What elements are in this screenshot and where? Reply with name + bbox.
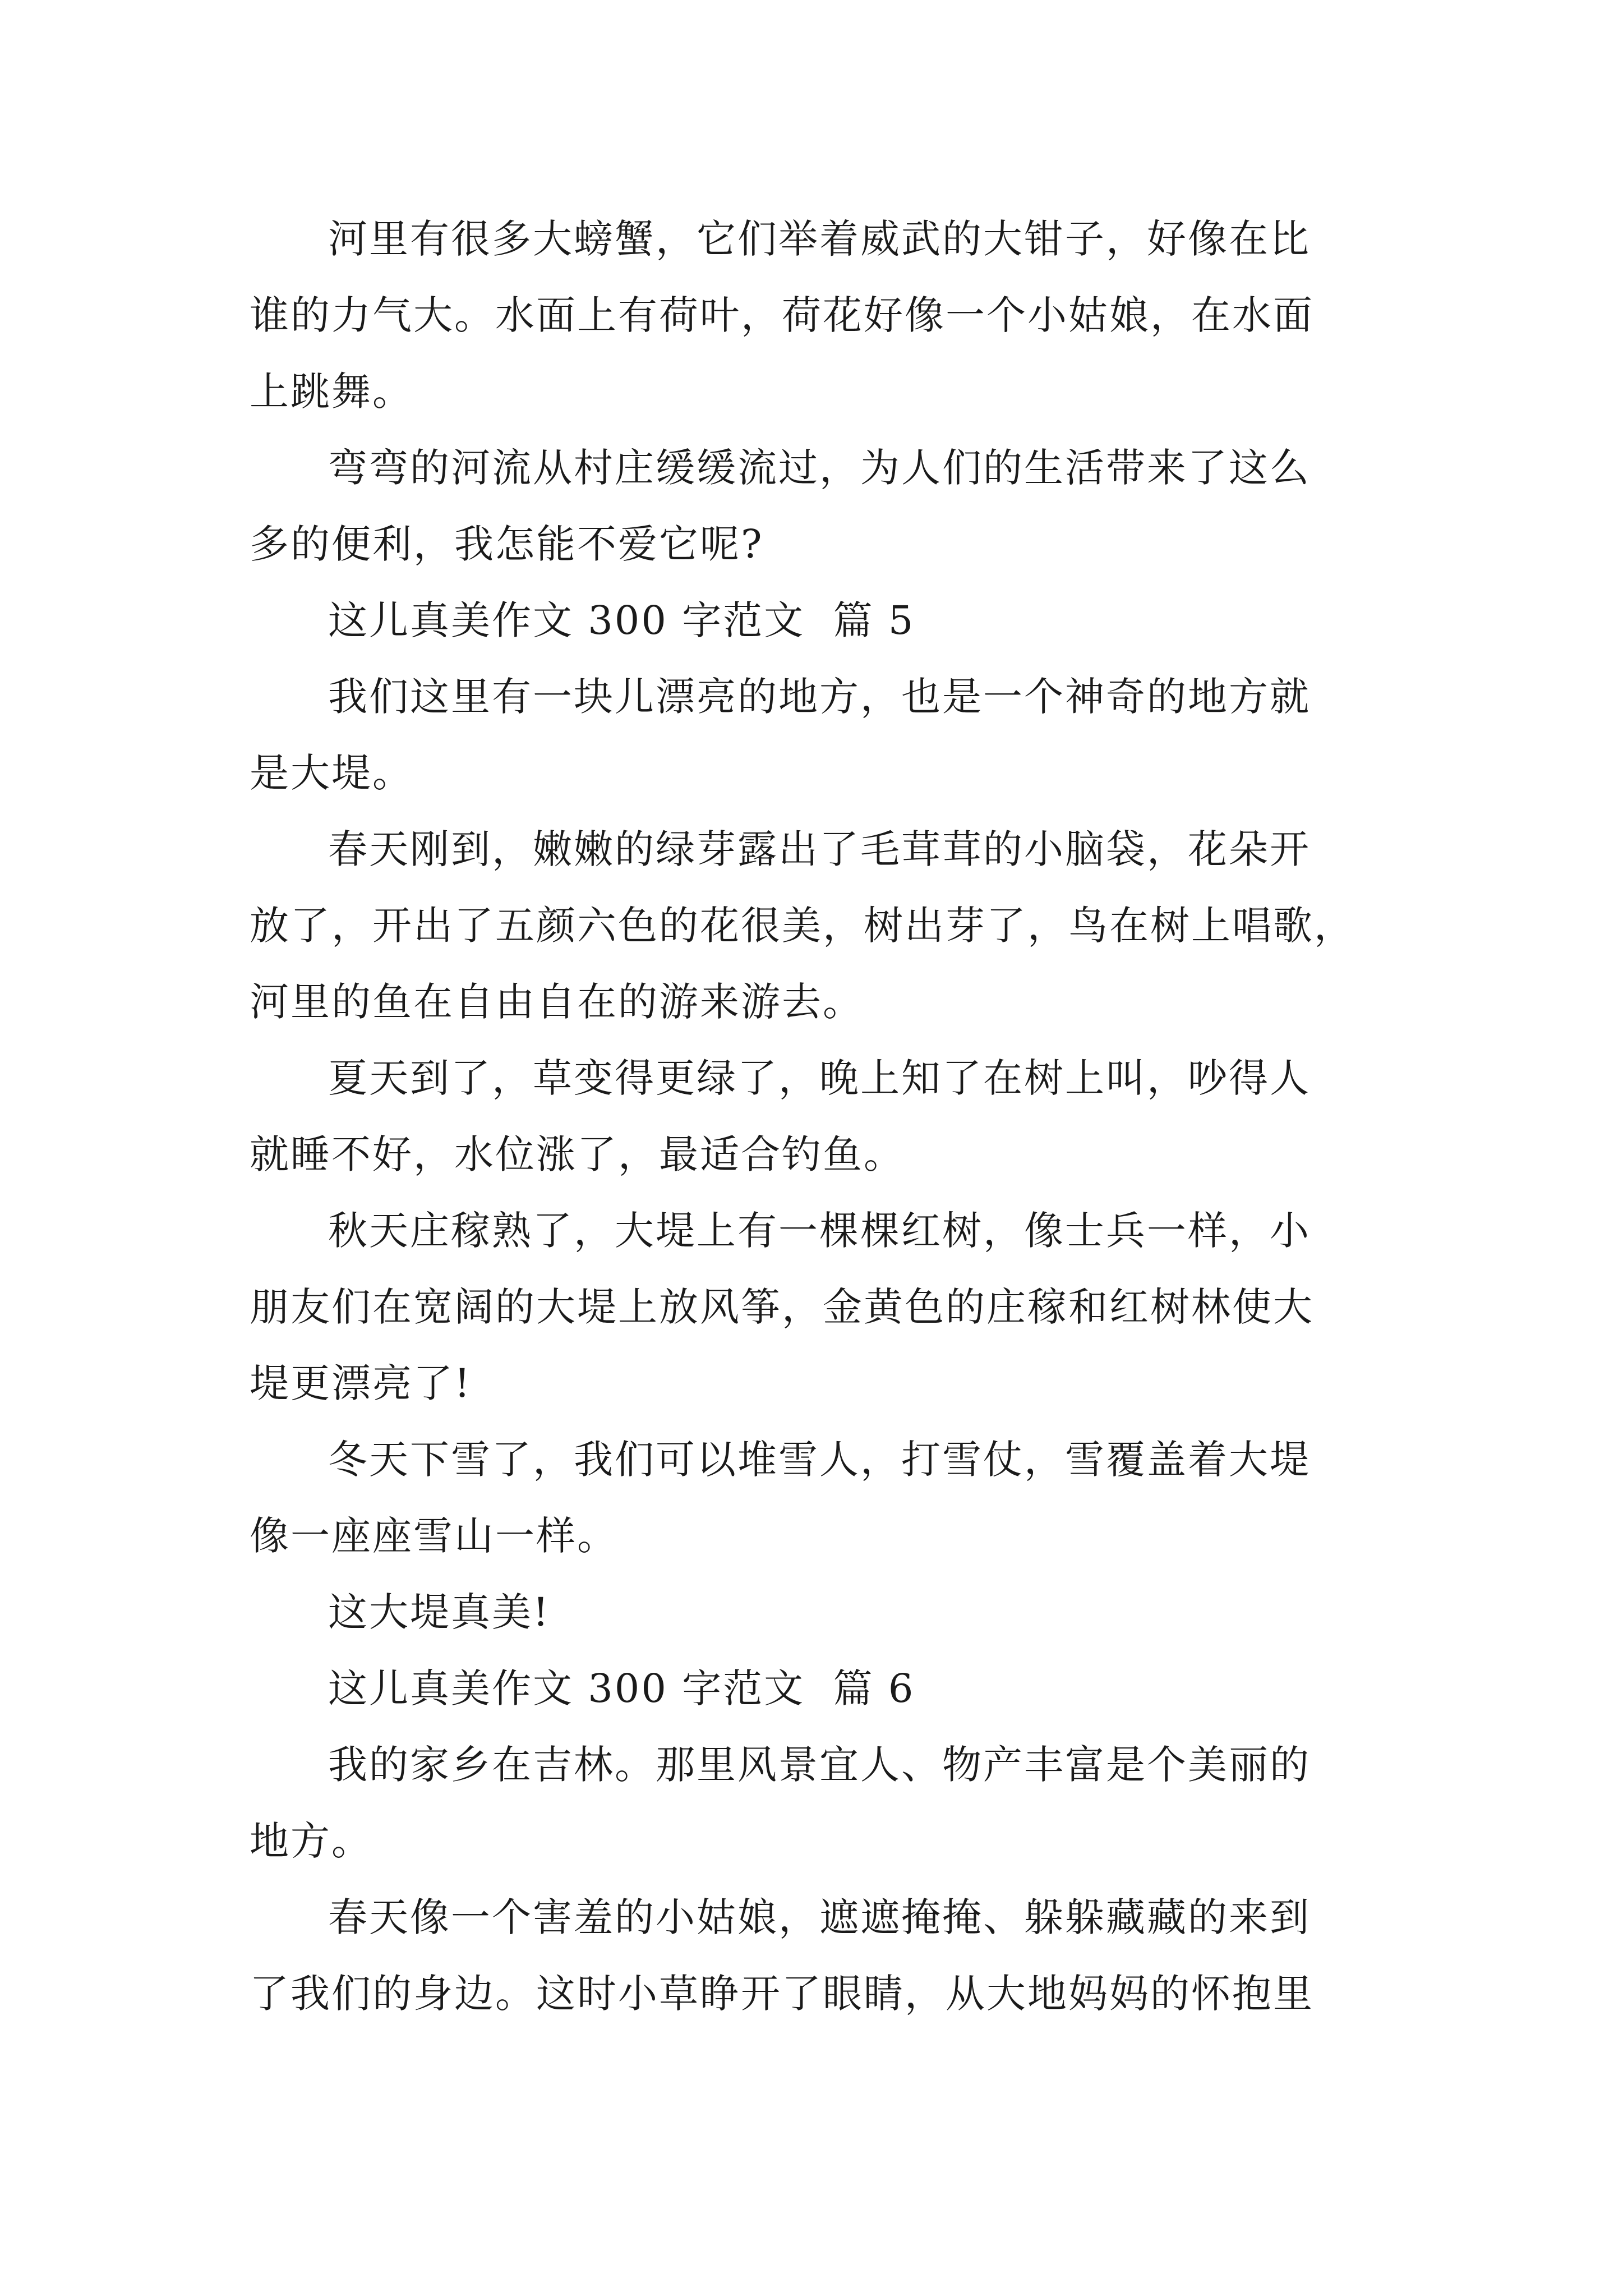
paragraph [250,1879,1385,2032]
text-line: 了我们的身边。这时小草睁开了眼睛，从大地妈妈的怀抱里 [250,1971,1314,2017]
paragraph [250,1727,1385,1879]
text-line: 像一座座雪山一样。 [250,1513,618,1559]
text-line: 朋友们在宽阔的大堤上放风筝，金黄色的庄稼和红树林使大 [250,1284,1314,1330]
paragraph [250,430,1385,582]
text-line: 放了，开出了五颜六色的花很美，树出芽了，鸟在树上唱歌， [250,903,1355,949]
text-line: 春天刚到，嫩嫩的绿芽露出了毛茸茸的小脑袋，花朵开 [328,826,1311,872]
paragraph [250,1574,1385,1650]
paragraph [250,1193,1385,1421]
paragraph [250,811,1385,1040]
document-body [250,201,1385,2032]
text-line: 是大堤。 [250,750,413,796]
text-line: 河里有很多大螃蟹，它们举着威武的大钳子，好像在比 [328,216,1311,262]
text-line: 夏天到了，草变得更绿了，晚上知了在树上叫，吵得人 [328,1055,1311,1101]
text-line: 堤更漂亮了! [250,1360,472,1406]
paragraph [250,659,1385,811]
text-line: 冬天下雪了，我们可以堆雪人，打雪仗，雪覆盖着大堤 [328,1437,1311,1483]
text-line: 弯弯的河流从村庄缓缓流过，为人们的生活带来了这么 [328,445,1311,491]
text-line: 河里的鱼在自由自在的游来游去。 [250,979,864,1025]
text-line: 春天像一个害羞的小姑娘，遮遮掩掩、躲躲藏藏的来到 [328,1894,1311,1940]
paragraph [250,1040,1385,1193]
text-line: 秋天庄稼熟了，大堤上有一棵棵红树，像士兵一样，小 [328,1208,1311,1254]
section-heading: 这儿真美作文 300 字范文 篇 5 [328,597,915,643]
text-line: 地方。 [250,1818,372,1864]
text-line: 谁的力气大。水面上有荷叶，荷花好像一个小姑娘，在水面 [250,292,1314,338]
paragraph [250,1421,1385,1574]
text-line: 上跳舞。 [250,369,413,415]
text-line: 这大堤真美! [328,1589,551,1635]
text-line: 我的家乡在吉林。那里风景宜人、物产丰富是个美丽的 [328,1742,1311,1788]
text-line: 我们这里有一块儿漂亮的地方，也是一个神奇的地方就 [328,674,1311,720]
text-line: 就睡不好，水位涨了，最适合钓鱼。 [250,1131,905,1177]
text-line: 多的便利，我怎能不爱它呢? [250,521,764,567]
section-heading: 这儿真美作文 300 字范文 篇 6 [328,1665,915,1711]
paragraph [250,201,1385,430]
